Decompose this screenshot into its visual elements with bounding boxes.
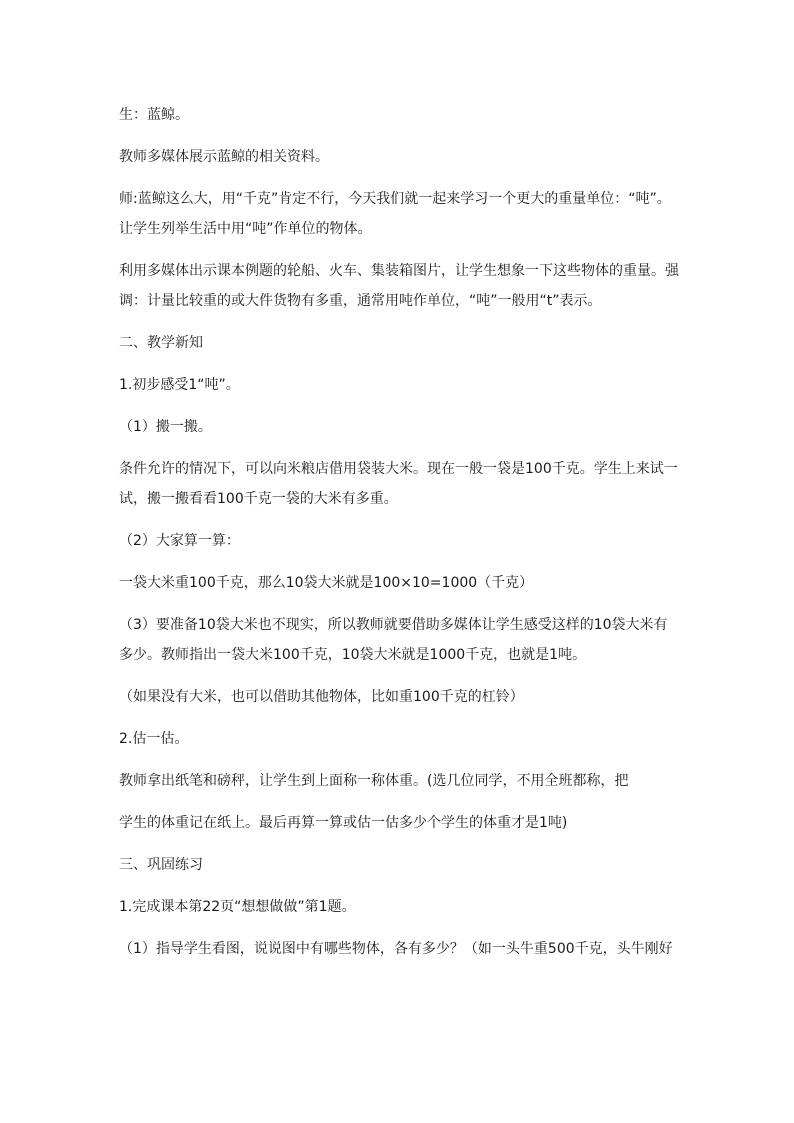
paragraph-record-weights: 学生的体重记在纸上。最后再算一算或估一估多少个学生的体重才是1吨)	[119, 815, 568, 831]
paragraph-exercise-one: 1.完成课本第22页“想想做做”第1题。	[119, 899, 356, 915]
section-heading-new-knowledge: 二、教学新知	[119, 335, 203, 351]
paragraph-ten-bags: （3）要准备10袋大米也不现实，所以教师就要借助多媒体让学生感受这样的10袋大米有多少。教师指出一袋大米100千克，10袋大米就是1000千克，也就是1吨。	[119, 617, 668, 663]
paragraph-introduce-ton: 师:蓝鲸这么大，用“千克”肯定不行，今天我们就一起来学习一个更大的重量单位：“吨”。让学生列举生活中用“吨”作单位的物体。	[119, 191, 671, 237]
paragraph-student-answer: 生：蓝鲸。	[119, 107, 189, 123]
paragraph-barbell-note: （如果没有大米，也可以借助其他物体，比如重100千克的杠铃）	[119, 689, 524, 705]
paragraph-multimedia-examples: 利用多媒体出示课本例题的轮船、火车、集装箱图片，让学生想象一下这些物体的重量。强调：计量比较重的或大件货物有多重，通常用吨作单位，“吨”一般用“t”表示。	[119, 263, 679, 309]
paragraph-calculation: 一袋大米重100千克，那么10袋大米就是100×10=1000（千克）	[119, 575, 534, 591]
section-heading-practice: 三、巩固练习	[119, 857, 203, 873]
subheading-estimate: 2.估一估。	[119, 731, 189, 747]
step-calculate: （2）大家算一算：	[119, 533, 240, 549]
paragraph-guide-students: （1）指导学生看图，说说图中有哪些物体，各有多少？（如一头牛重500千克，头牛刚好	[119, 941, 673, 957]
subheading-feel-one-ton: 1.初步感受1“吨”。	[119, 377, 240, 393]
step-carry: （1）搬一搬。	[119, 419, 212, 435]
paragraph-weigh-students: 教师拿出纸笔和磅秤，让学生到上面称一称体重。(选几位同学，不用全班都称，把	[119, 773, 629, 789]
paragraph-teacher-shows-material: 教师多媒体展示蓝鲸的相关资料。	[119, 149, 329, 165]
document-body	[119, 100, 679, 976]
paragraph-borrow-rice: 条件允许的情况下，可以向米粮店借用袋装大米。现在一般一袋是100千克。学生上来试一试，搬一搬看看100千克一袋的大米有多重。	[119, 461, 678, 507]
